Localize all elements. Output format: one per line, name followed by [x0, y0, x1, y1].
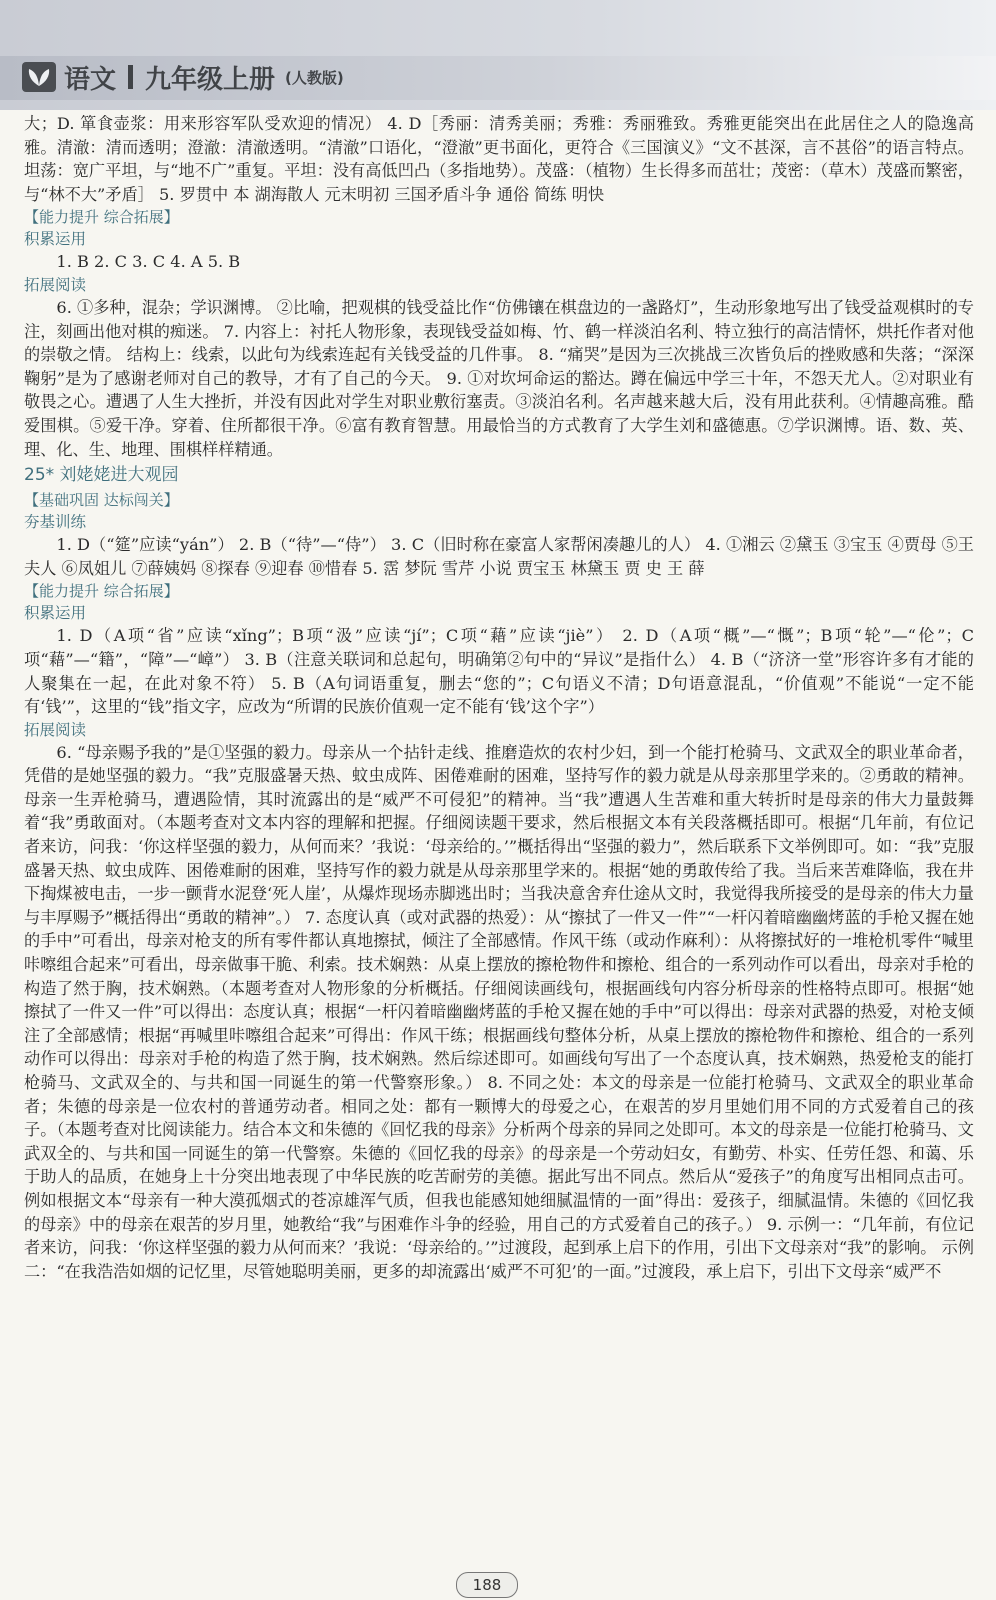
subsection-heading: 积累运用 [24, 604, 87, 623]
section-heading: 【能力提升 综合拓展】 [24, 208, 179, 227]
answer-paragraph: 1. B 2. C 3. C 4. A 5. B [56, 252, 241, 272]
page-header [0, 0, 996, 110]
answer-paragraph: 1. D（“筵”应读“yán”） 2. B（“待”—“侍”） 3. C（旧时称在豪富人家帮闲凑趣儿的人） 4. ①湘云 ②黛玉 ③宝玉 ④贾母 ⑤王夫人 ⑥凤姐儿 ⑦薛姨妈 ⑧探春 ⑨迎春 ⑩惜春 5. 霑 梦阮 雪芹 小说 贾宝玉 林黛玉 贾 史 王 薛 [24, 535, 974, 578]
book-leaf-icon [22, 62, 56, 92]
lesson-title: 25* 刘姥姥进大观园 [24, 465, 179, 486]
header-separator [128, 65, 133, 89]
header-grade: 九年级上册 [145, 64, 276, 95]
section-heading: 【能力提升 综合拓展】 [24, 582, 179, 601]
subsection-heading: 拓展阅读 [24, 275, 87, 294]
subsection-heading: 积累运用 [24, 230, 87, 249]
header-edition: (人教版) [285, 68, 344, 87]
header-subject: 语文 [64, 64, 117, 95]
answer-paragraph: 大；D. 箪食壶浆：用来形容军队受欢迎的情况） 4. D［秀丽：清秀美丽；秀雅：秀丽雅致。秀雅更能突出在此居住之人的隐逸高雅。清澈：清而透明；澄澈：清澈透明。“清澈”口语化，“澄澈”更书面化，更符合《三国演义》“文不甚深，言不甚俗”的语言特点。坦荡：宽广平坦，与“地不广”重复。平坦：没有高低凹凸（多指地势）。茂盛：（植物）生长得多而茁壮；茂密：（草木）茂盛而繁密，与“林不大”矛盾］ 5. 罗贯中 本 湖海散人 元末明初 三国矛盾斗争 通俗 简练 明快 [24, 114, 974, 204]
answer-paragraph: 6. “母亲赐予我的”是①坚强的毅力。母亲从一个拈针走线、推磨造炊的农村少妇，到一个能打枪骑马、文武双全的职业革命者，凭借的是她坚强的毅力。“我”克服盛暑天热、蚊虫成阵、困倦难耐的困难，坚持写作的毅力就是从母亲那里学来的。②勇敢的精神。母亲一生弄枪骑马，遭遇险情，其时流露出的是“威严不可侵犯”的精神。当“我”遭遇人生苦难和重大转折时是母亲的伟大力量鼓舞着“我”勇敢面对。（本题考查对文本内容的理解和把握。仔细阅读题干要求，然后根据文本有关段落概括即可。根据“几年前，有位记者来访，问我：‘你这样坚强的毅力，从何而来？’我说：‘母亲给的。’”概括得出“坚强的毅力”，然后联系下文举例即可。如：“我”克服盛暑天热、蚊虫成阵、困倦难耐的困难，坚持写作的毅力就是从母亲那里学来的。根据“她的勇敢传给了我。当后来苦难降临，我在井下掏煤被电击，一步一颤背水泥登‘死人崖’，从爆炸现场赤脚逃出时；当我决意舍弃仕途从文时，我觉得我所接受的是母亲的伟大力量与丰厚赐予”概括得出“勇敢的精神”。） 7. 态度认真（或对武器的热爱）：从“擦拭了一件又一件”“一杆闪着暗幽幽烤蓝的手枪又握在她的手中”可看出，母亲对枪支的所有零件都认真地擦拭，倾注了全部感情。作风干练（或动作麻利）：从将擦拭好的一堆枪机零件“喊里咔嚓组合起来”可看出，母亲做事干脆、利索。技术娴熟：从桌上摆放的擦枪物件和擦枪、组合的一系列动作可以看出，母亲对手枪的构造了然于胸，技术娴熟。（本题考查对人物形象的分析概括。仔细阅读画线句，根据画线句内容分析母亲的性格特点即可。根据“她擦拭了一件又一件”可以得出：态度认真；根据“一杆闪着暗幽幽烤蓝的手枪又握在她的手中”可以得出：母亲对武器的热爱，对枪支倾注了全部感情；根据“再喊里咔嚓组合起来”可得出：作风干练；根据画线句整体分析，从桌上摆放的擦枪物件和擦枪、组合的一系列动作可以得出：母亲对手枪的构造了然于胸，技术娴熟。然后综述即可。如画线句写出了一个态度认真，技术娴熟，热爱枪支的能打枪骑马、文武双全的、与共和国一同诞生的第一代警察形象。） 8. 不同之处：本文的母亲是一位能打枪骑马、文武双全的职业革命者；朱德的母亲是一位农村的普通劳动者。相同之处：都有一颗博大的母爱之心，在艰苦的岁月里她们用不同的方式爱着自己的孩子。（本题考查对比阅读能力。结合本文和朱德的《回忆我的母亲》分析两个母亲的异同之处即可。本文的母亲是一位能打枪骑马、文武双全的、与共和国一同诞生的第一代警察。朱德的《回忆我的母亲》的母亲是一个劳动妇女，有勤劳、朴实、任劳任怨、和蔼、乐于助人的品质，在她身上十分突出地表现了中华民族的吃苦耐劳的美德。据此写出不同点。然后从“爱孩子”的角度写出相同点击可。例如根据文本“母亲有一种大漠孤烟式的苍凉雄浑气质，但我也能感知她细腻温情的一面”得出：爱孩子，细腻温情。朱德的《回忆我的母亲》中的母亲在艰苦的岁月里，她教给“我”与困难作斗争的经验，用自己的方式爱着自己的孩子。） 9. 示例一：“几年前，有位记者来访，问我：‘你这样坚强的毅力从何而来？’我说：‘母亲给的。’”过渡段，起到承上启下的作用，引出下文母亲对“我”的影响。 示例二：“在我浩浩如烟的记忆里，尽管她聪明美丽，更多的却流露出‘威严不可犯’的一面。”过渡段，承上启下，引出下文母亲“威严不 [24, 742, 974, 1281]
section-heading: 【基础巩固 达标闯关】 [24, 491, 179, 510]
answer-content [24, 112, 974, 1283]
subsection-heading: 拓展阅读 [24, 720, 87, 739]
page-number: 188 [456, 1572, 518, 1598]
answer-paragraph: 6. ①多种，混杂；学识渊博。 ②比喻，把观棋的钱受益比作“仿佛镶在棋盘边的一盏路灯”，生动形象地写出了钱受益观棋时的专注，刻画出他对棋的痴迷。 7. 内容上：衬托人物形象，表现钱受益如梅、竹、鹤一样淡泊名利、特立独行的高洁情怀，烘托作者对他的崇敬之情。 结构上：线索，以此句为线索连起有关钱受益的几件事。 8. “痛哭”是因为三次挑战三次皆负后的挫败感和失落；“深深鞠躬”是为了感谢老师对自己的教导，才有了自己的今天。 9. ①对坎坷命运的豁达。蹲在偏远中学三十年，不怨天尤人。②对职业有敬畏之心。遭遇了人生大挫折，并没有因此对学生对职业敷衍塞责。③淡泊名利。名声越来越大后，没有用此获利。④情趣高雅。酷爱围棋。⑤爱干净。穿着、住所都很干净。⑥富有教育智慧。用最恰当的方式教育了大学生刘和盛德惠。⑦学识渊博。语、数、英、理、化、生、地理、围棋样样精通。 [24, 297, 974, 459]
header-content [22, 60, 344, 94]
subsection-heading: 夯基训练 [24, 513, 87, 532]
answer-paragraph: 1. D（A项“省”应读“xǐng”；B项“汲”应读“jí”；C项“藉”应读“jiè”） 2. D（A项“概”—“慨”；B项“轮”—“伦”；C项“藉”—“籍”，“障”—“嶂”） 3. B（注意关联词和总起句，明确第②句中的“异议”是指什么） 4. B（“济济一堂”形容许多有才能的人聚集在一起，在此对象不符） 5. B（A句词语重复，删去“您的”；C句语义不清；D句语意混乱，“价值观”不能说“一定不能有‘钱’”，这里的“钱”指文字，应改为“所谓的民族价值观一定不能有‘钱’这个字”） [24, 626, 974, 717]
